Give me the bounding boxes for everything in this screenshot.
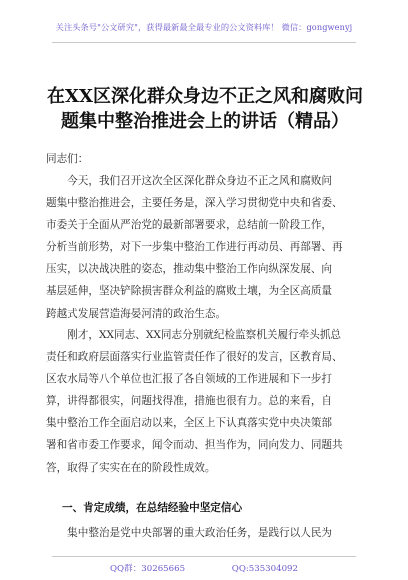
text-line: 压实，以决战决胜的姿态，推动集中整治工作向纵深发展、向 [46, 263, 333, 276]
text-line: 算，讲得都很实，问题找得准，措施也很有力。总的来看，自 [46, 395, 333, 408]
title-line: 题集中整治推进会上的讲话（精品） [61, 111, 349, 132]
text-line: 集中整治是党中央部署的重大政治任务，是践行以人民为 [46, 527, 333, 539]
footer-qq-contact: QQ:535304092 [231, 564, 298, 574]
text-line: 基层延伸，坚决铲除损害群众利益的腐败土壤，为全区高质量 [46, 285, 333, 298]
text-line: 刚才，XX同志、XX同志分别就纪检监察机关履行牵头抓总 [46, 329, 342, 341]
text-line: 市委关于全面从严治党的最新部署要求，总结前一阶段工作， [46, 219, 333, 232]
paragraph-1 [46, 170, 364, 325]
paragraph-3 [46, 522, 364, 544]
text-line: 集中整治工作全面启动以来，全区上下认真落实党中央决策部 [46, 417, 333, 430]
text-line: 区农水局等八个单位也汇报了各自领域的工作进展和下一步打 [46, 373, 333, 386]
text-line: 责任和政府层面落实行业监管责任作了很好的发言，区教育局、 [46, 351, 343, 364]
header-divider [52, 42, 356, 43]
text-line: 分析当前形势，对下一步集中整治工作进行再动员、再部署、再 [46, 241, 343, 254]
footer [0, 562, 408, 574]
text-line: 署和省市委工作要求，闻令而动、担当作为，同向发力、同题共 [46, 439, 343, 452]
footer-qq-group: QQ群：30265665 [110, 564, 186, 574]
title-line: 在XX区深化群众身边不正之风和腐败问 [47, 86, 363, 107]
document-title [40, 84, 370, 134]
section-heading-1: 一、肯定成绩，在总结经验中坚定信心 [62, 502, 243, 514]
header-note: 关注头条号"公文研究"，获得最新最全最专业的公文资料库！ 微信：gongwenyj [55, 22, 353, 32]
footer-divider [52, 556, 356, 557]
text-line: 题集中整治推进会，主要任务是，深入学习贯彻党中央和省委、 [46, 197, 343, 210]
greeting: 同志们： [46, 153, 89, 165]
text-line: 今天，我们召开这次全区深化群众身边不正之风和腐败问 [46, 175, 333, 187]
text-line: 答，取得了实实在在的阶段性成效。 [46, 461, 216, 474]
paragraph-2 [46, 324, 364, 479]
text-line: 跨越式发展营造海晏河清的政治生态。 [46, 307, 227, 320]
